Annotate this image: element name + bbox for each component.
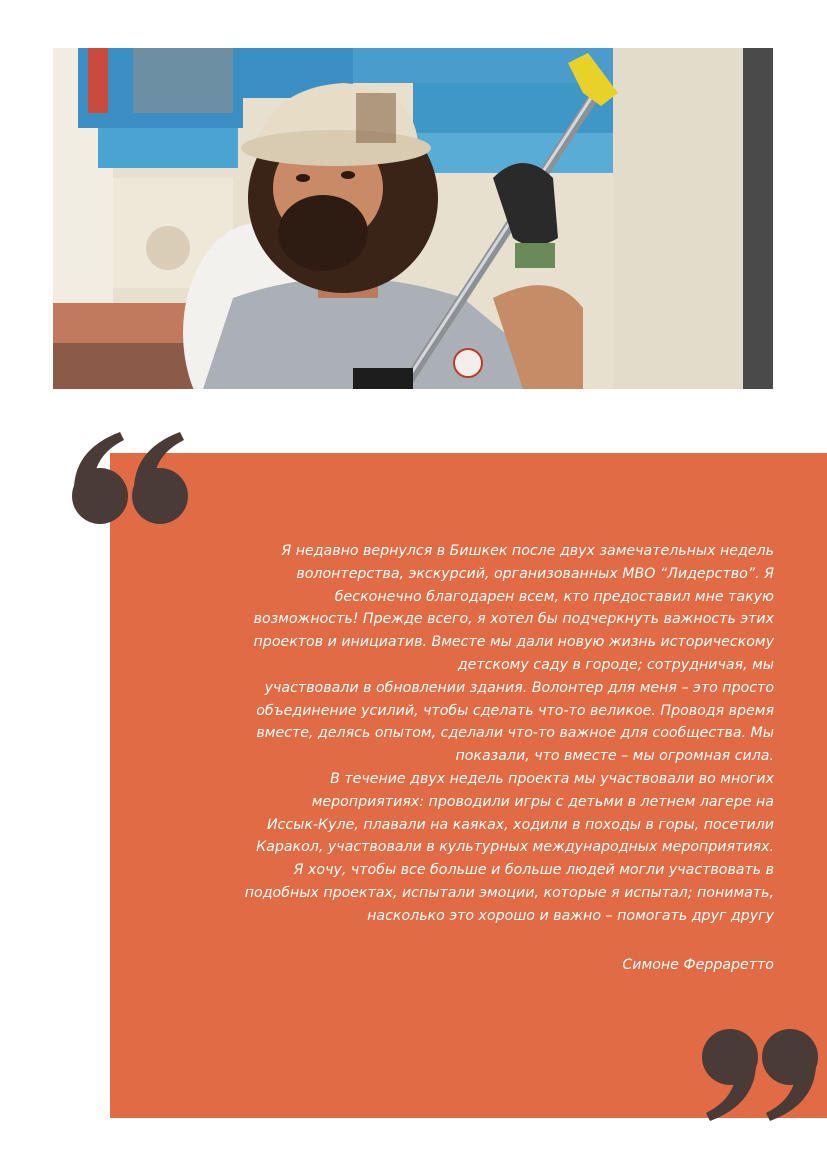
testimonial-line: волонтерства, экскурсий, организованных МВО “Лидерство”. Я — [296, 565, 774, 582]
testimonial-line: В течение двух недель проекта мы участвовали во многих — [330, 770, 774, 787]
testimonial-line: Иссык-Куле, плавали на каяках, ходили в походы в горы, посетили — [266, 816, 774, 833]
testimonial-line: показали, что вместе – мы огромная сила. — [455, 748, 774, 765]
testimonial-line: вместе, делясь опытом, сделали что-то важное для сообщества. Мы — [256, 725, 774, 742]
testimonial-line: насколько это хорошо и важно – помогать друг другу — [367, 907, 774, 924]
close-quote-icon — [698, 1025, 823, 1125]
testimonial-line: Каракол, участвовали в культурных международных мероприятиях. — [256, 839, 774, 856]
testimonial-line: проектов и инициатив. Вместе мы дали новую жизнь историческому — [253, 634, 774, 651]
testimonial-line: возможность! Прежде всего, я хотел бы подчеркнуть важность этих — [253, 611, 774, 628]
open-quote-icon — [68, 428, 193, 528]
testimonial-line: бесконечно благодарен всем, кто предоставил мне такую — [334, 588, 774, 605]
testimonial-line: Я недавно вернулся в Бишкек после двух замечательных недель — [281, 543, 774, 559]
testimonial-line: подобных проектах, испытали эмоции, которые я испытал; понимать, — [244, 884, 774, 901]
testimonial-line: детскому саду в городе; сотрудничая, мы — [457, 656, 774, 673]
testimonial-line: мероприятиях: проводили игры с детьми в летнем лагере на — [311, 793, 774, 810]
volunteer-photo — [53, 48, 773, 389]
testimonial-text — [174, 540, 774, 928]
testimonial-author: Симоне Феррарeтто — [622, 957, 774, 973]
testimonial-line: объединение усилий, чтобы сделать что-то великое. Проводя время — [256, 702, 774, 719]
testimonial-line: участвовали в обновлении здания. Волонтер для меня – это просто — [264, 679, 774, 696]
testimonial-line: Я хочу, чтобы все больше и больше людей могли участвовать в — [293, 862, 774, 879]
